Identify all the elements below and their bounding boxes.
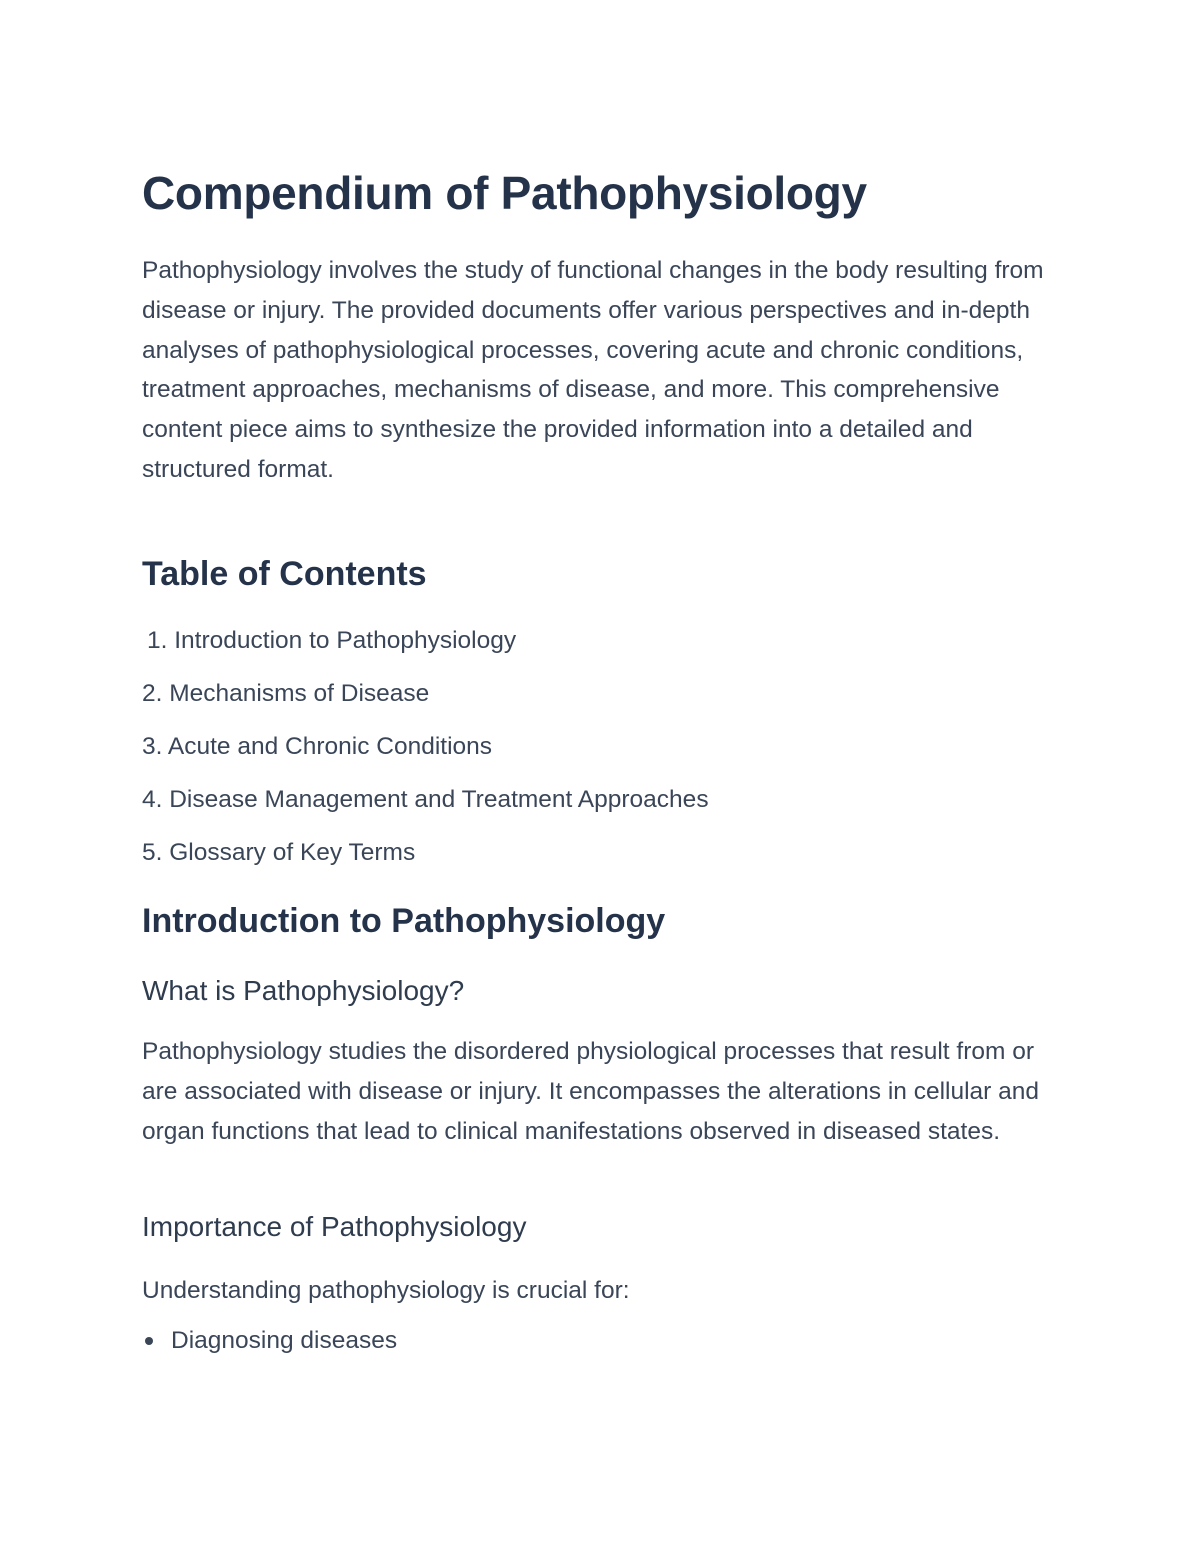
toc-item: 5. Glossary of Key Terms (142, 839, 416, 866)
toc-item: 3. Acute and Chronic Conditions (142, 733, 493, 760)
importance-list (142, 1324, 397, 1358)
subheading-what-is: What is Pathophysiology? (142, 975, 465, 1006)
toc-item: 4. Disease Management and Treatment Approaches (142, 786, 709, 813)
table-of-contents (142, 624, 709, 889)
list-item-text: Diagnosing diseases (171, 1327, 398, 1354)
what-is-paragraph: Pathophysiology studies the disordered physiological processes that result from or are associated with disease or injury. It encompasses the alterations in cellular and organ functions that lead to clinical manifestations observed in diseased states. (142, 1038, 1039, 1145)
section-heading-introduction: Introduction to Pathophysiology (142, 902, 666, 940)
importance-paragraph: Understanding pathophysiology is crucial for: (142, 1277, 630, 1304)
toc-heading: Table of Contents (142, 555, 427, 593)
bullet-icon (145, 1337, 153, 1345)
toc-item: 2. Mechanisms of Disease (142, 680, 430, 707)
toc-item: 1. Introduction to Pathophysiology (147, 627, 517, 654)
subheading-importance: Importance of Pathophysiology (142, 1211, 527, 1242)
document-title: Compendium of Pathophysiology (142, 167, 867, 219)
list-item (142, 1324, 397, 1358)
intro-paragraph: Pathophysiology involves the study of functional changes in the body resulting from disease or injury. The provided documents offer various perspectives and in-depth analyses of pathophysiological processes, covering acute and chronic conditions, treatment approaches, mechanisms of disease, and more. This comprehensive content piece aims to synthesize the provided information into a detailed and structured format. (142, 257, 1044, 483)
